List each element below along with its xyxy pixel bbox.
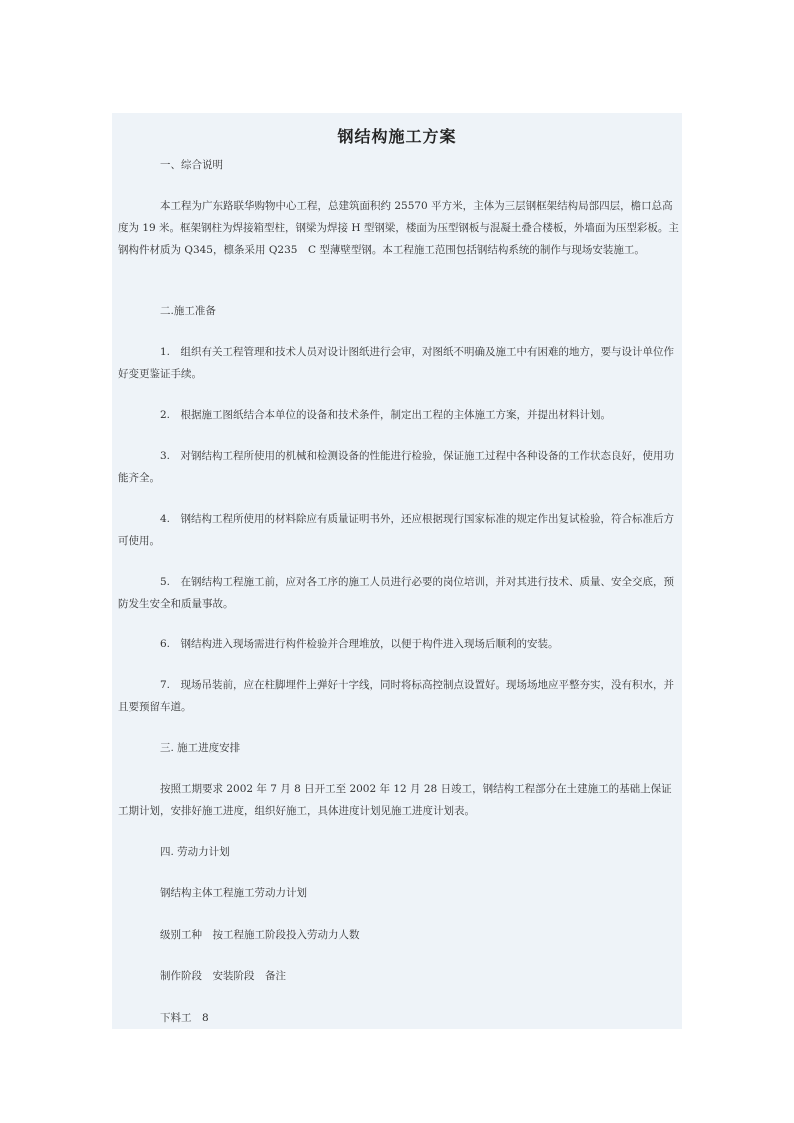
section-heading-1: 一、综合说明	[160, 159, 223, 171]
paragraph-schedule: 按照工期要求 2002 年 7 月 8 日开工至 2002 年 12 月 28 日竣工，钢结构工程部分在土建施工的基础上保证工期计划，安排好施工进度，组织好施工，具体进度计划见施工进度计划表。	[118, 783, 672, 817]
section-heading-4: 四. 劳动力计划	[160, 846, 230, 858]
paragraph-overview: 本工程为广东路联华购物中心工程，总建筑面积约 25570 平方米，主体为三层钢框架结构局部四层，檐口总高度为 19 米。框架钢柱为焊接箱型柱，钢梁为焊接 H 型钢梁，楼面为压型钢板与混凝土叠合楼板，外墙面为压型彩板。主钢构件材质为 Q345，檩条采用 Q235 C 型薄壁型钢。本工程施工范围包括钢结构系统的制作与现场安装施工。	[118, 200, 679, 256]
labor-plan-row-1: 下料工 8	[160, 1012, 209, 1024]
labor-plan-title: 钢结构主体工程施工劳动力计划	[160, 887, 307, 899]
section-heading-3: 三. 施工进度安排	[160, 742, 241, 754]
prep-item-6: 6. 钢结构进入现场需进行构件检验并合理堆放，以便于构件进入现场后顺利的安装。	[160, 638, 559, 650]
prep-item-4: 4. 钢结构工程所使用的材料除应有质量证明书外，还应根据现行国家标准的规定作出复试检验，符合标准后方可使用。	[118, 513, 675, 547]
labor-plan-header-2: 制作阶段 安装阶段 备注	[160, 970, 286, 982]
section-heading-2: 二.施工准备	[160, 305, 216, 317]
prep-item-1: 1. 组织有关工程管理和技术人员对设计图纸进行会审，对图纸不明确及施工中有困难的地方，要与设计单位作好变更鉴证手续。	[118, 346, 675, 380]
prep-item-2: 2. 根据施工图纸结合本单位的设备和技术条件，制定出工程的主体施工方案，并提出材料计划。	[160, 409, 612, 421]
prep-item-5: 5. 在钢结构工程施工前，应对各工序的施工人员进行必要的岗位培训，并对其进行技术、质量、安全交底，预防发生安全和质量事故。	[118, 576, 675, 610]
prep-item-7: 7. 现场吊装前，应在柱脚埋件上弹好十字线，同时将标高控制点设置好。现场场地应平整夯实，没有积水，并且要预留车道。	[118, 679, 675, 713]
document-title: 钢结构施工方案	[337, 127, 457, 146]
prep-item-3: 3. 对钢结构工程所使用的机械和检测设备的性能进行检验，保证施工过程中各种设备的工作状态良好，使用功能齐全。	[118, 450, 675, 484]
labor-plan-header-1: 级别工种 按工程施工阶段投入劳动力人数	[160, 929, 360, 941]
